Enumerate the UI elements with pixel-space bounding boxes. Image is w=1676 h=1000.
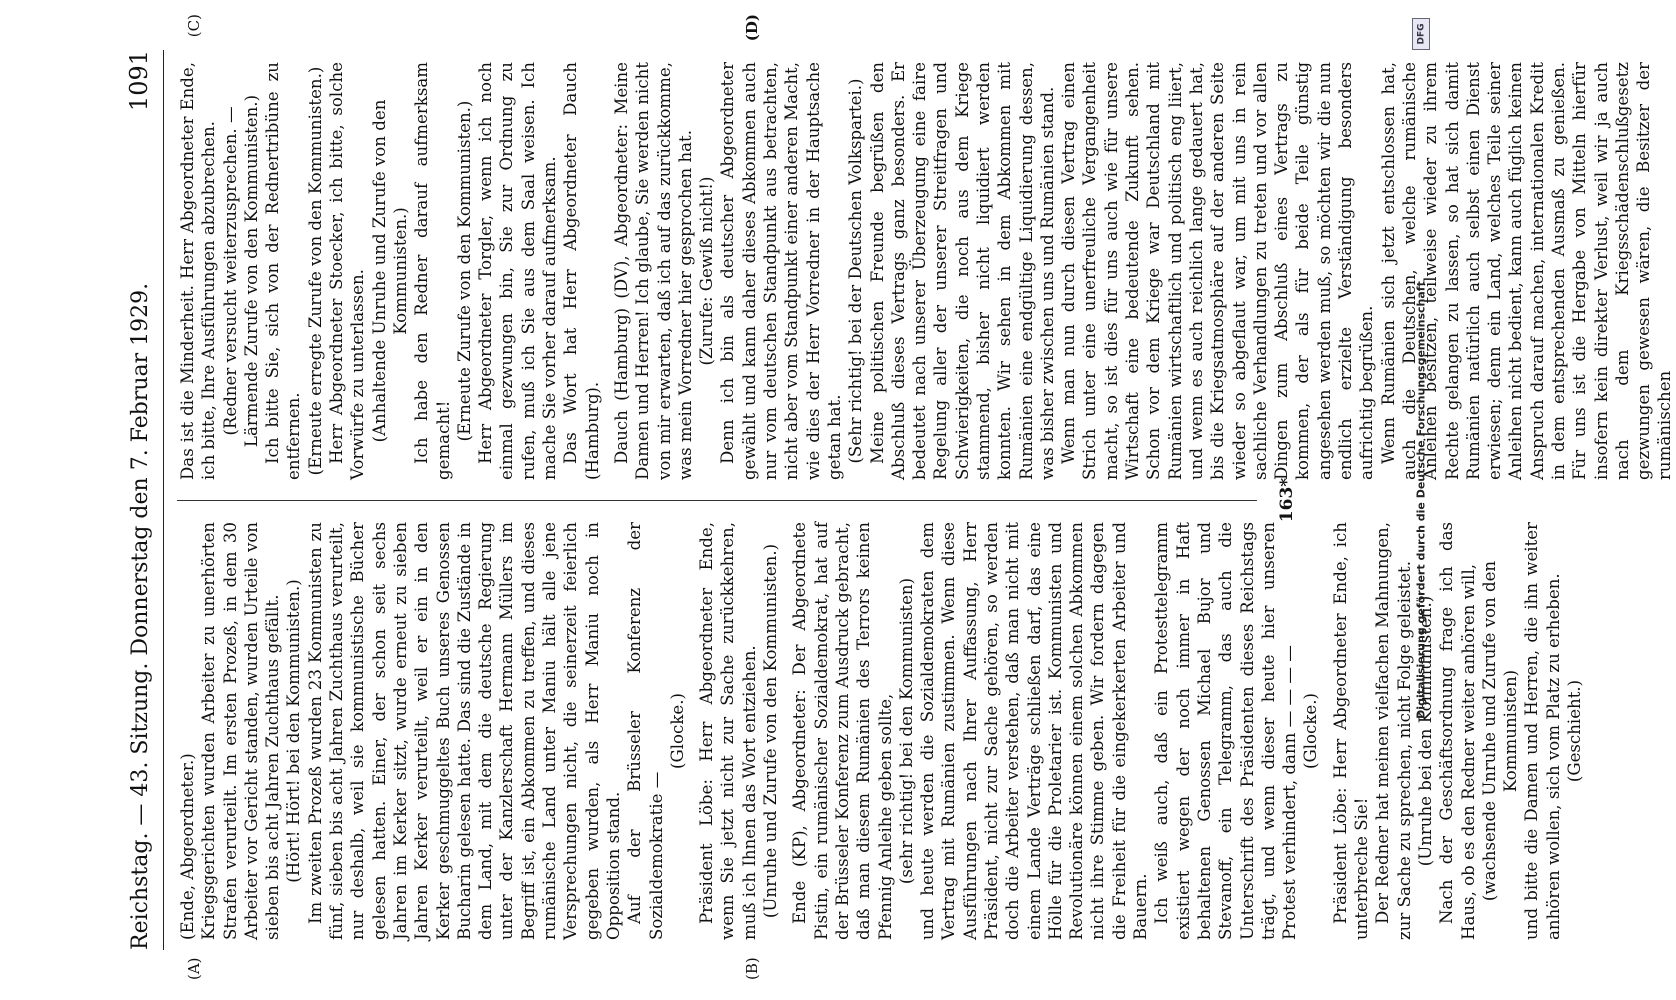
interjection: (Geschieht.) xyxy=(1565,679,1584,783)
paragraph: und bitte die Damen und Herren, die ihn weiter anhören wollen, sich vom Platz zu erheben. xyxy=(1522,522,1563,940)
folio-number: 163* xyxy=(1277,477,1297,523)
paragraph: Der Redner hat meinen vielfachen Mahnungen, zur Sache zu sprechen, nicht Folge geleistet. xyxy=(1373,522,1414,940)
paragraph: Herr Abgeordneter Stoecker, ich bitte, solche Vorwürfe zu unterlassen. xyxy=(327,62,368,480)
margin-mark-c: (C) xyxy=(185,14,203,38)
paragraph: Ich weiß auch, daß ein Protesttelegramm existiert wegen der noch immer in Haft behaltenen Genossen Michael Bujor und Stevanoff, ein Telegramm, das auch die Unterschrift des Präsidenten dieses Reichstags trägt, und wenn dieser heute hier unseren Protest verhindert, dann — — — — xyxy=(1152,522,1300,940)
paragraph: Ich habe den Redner darauf aufmerksam gemacht! xyxy=(412,62,453,480)
paragraph: Das Wort hat Herr Abgeordneter Dauch (Hamburg). xyxy=(561,62,602,480)
paragraph: Meine politischen Freunde begrüßen den Abschluß dieses Vertrags ganz besonders. Er bedeutet nach unserer Überzeugung eine faire Regelung aller der unserer Streitfragen und Schwierigkeiten, die noch aus dem Kriege stammend, bisher nicht liquidiert werden konnten. Wir sehen in dem Abkommen mit Rumänien eine endgültige Liquidierung dessen, was bisher zwischen uns und Rumänien stand. xyxy=(867,62,1057,480)
right-column xyxy=(177,62,1676,480)
paragraph: Denn ich bin als deutscher Abgeordneter gewählt und kann daher dieses Abkommen auch nur vom deutschen Standpunkt aus betrachten, nicht aber vom Standpunkt einer anderen Macht, wie dies der Herr Vorredner in der Hauptsache getan hat. xyxy=(718,62,844,480)
paragraph: Im zweiten Prozeß wurden 23 Kommunisten zu fünf, sieben bis acht Jahren Zuchthaus verurteilt, nur deshalb, weil sie kommunistische Bücher gelesen hatten. Einer, der schon seit sechs Jahren im Kerker sitzt, wurde erneut zu sieben Jahren Kerker verurteilt, weil er ein in den Kerker geschmuggeltes Buch unseres Genossen Bucharin gelesen hatte. Das sind die Zustände in dem Land, mit dem die deutsche Regierung unter der Kanzlerschaft Hermann Müllers im Begriff ist, ein Abkommen zu treffen, und dieses rumänische Land unter Maniu hält alle jene Versprechungen nicht, die seinerzeit feierlich gegeben wurden, als Herr Maniu noch in Opposition stand. xyxy=(305,522,623,940)
page-number: 1091 xyxy=(125,50,153,112)
interjection: (Redner versucht weiterzusprechen. — Lärmende Zurufe von den Kommunisten.) xyxy=(220,94,261,448)
paragraph: Herr Abgeordneter Torgler, wenn ich noch einmal gezwungen bin, Sie zur Ordnung zu rufen, muß ich Sie aus dem Saal weisen. Ich mache Sie vorher darauf aufmerksam. xyxy=(476,62,560,480)
watermark-text: Digitalisierung gefördert durch die Deutsche Forschungsgemeinschaft xyxy=(1414,281,1428,719)
speaker-paragraph: Präsident Löbe: Herr Abgeordneter Ende, ich unterbreche Sie! xyxy=(1330,522,1372,940)
interjection: (Unruhe bei den Kommunisten.) xyxy=(1415,595,1435,867)
dfg-logo-icon: DFG xyxy=(1412,18,1430,50)
left-column xyxy=(177,522,1585,940)
margin-mark-a: (A) xyxy=(185,957,203,980)
interjection: (Erneute erregte Zurufe von den Kommunisten.) xyxy=(305,66,325,476)
interjection: (Sehr richtig! bei der Deutschen Volkspartei.) xyxy=(846,78,866,464)
paragraph: (Ende, Abgeordneter.) xyxy=(178,753,197,940)
interjection: (Erneute Zurufe von den Kommunisten.) xyxy=(454,100,474,442)
speaker-paragraph: Präsident Löbe: Herr Abgeordneter Ende, wenn Sie jetzt nicht zur Sache zurückkehren, muß ich Ihnen das Wort entziehen. xyxy=(697,522,759,940)
speaker-paragraph: Ende (KP), Abgeordneter: Der Abgeordnete Pistin, ein rumänischer Sozialdemokrat, hat auf der Brüsseler Konferenz zum Ausdruck gebracht, daß man diesem Rumänien des Terrors keinen Pfennig Anleihe geben sollte, xyxy=(790,522,895,940)
paragraph: und heute werden die Sozialdemokraten dem Vertrag mit Rumänien zustimmen. Wenn diese Ausführungen nach Ihrer Auffassung, Herr Präsident, nicht zur Sache gehören, so werden doch die Arbeiter verstehen, daß man nicht mit einem Lande Verträge schließen darf, das eine Hölle für die Proletarier ist. Kommunisten und Revolutionäre können einem solchen Abkommen nicht ihre Stimme geben. Wir fordern dagegen die Freiheit für die eingekerkerten Arbeiter und Bauern. xyxy=(918,522,1151,940)
dfg-watermark xyxy=(1410,10,1432,990)
paragraph: Wenn Rumänien sich jetzt entschlossen hat, auch die Deutschen, welche rumänische Anleihen besitzen, teilweise wieder zu ihrem Rechte gelangen zu lassen, so hat sich damit Rumänien natürlich auch selbst einen Dienst erwiesen; denn ein Land, welches Teile seiner Anleihen nicht bedient, kann auch füglich keinen Anspruch darauf machen, internationalen Kredit in dem entsprechenden Ausmaß zu genießen. Für uns ist die Hergabe von Mitteln hierfür insofern kein direkter Verlust, weil wir ja auch nach dem Kriegsschädenschlußgesetz gezwungen gewesen wären, die Besitzer der rumänischen xyxy=(1378,62,1675,480)
interjection: (Zurufe: Gewiß nicht!) xyxy=(697,176,717,366)
paragraph: Nach der Geschäftsordnung frage ich das Haus, ob es den Redner weiter anhören will, xyxy=(1437,522,1478,940)
margin-mark-d: (D) xyxy=(743,14,761,42)
paragraph: Das ist die Minderheit. Herr Abgeordneter Ende, ich bitte, Ihre Ausführungen abzubrechen. xyxy=(178,62,219,480)
paragraph: Kriegsgerichten wurden Arbeiter zu unerhörten Strafen verurteilt. Im ersten Prozeß, in dem 30 Arbeiter vor Gericht standen, wurden Urteile von sieben bis acht Jahren Zuchthaus gefällt. xyxy=(199,522,283,940)
column-divider xyxy=(177,500,1257,501)
interjection: (Glocke.) xyxy=(1301,693,1321,769)
paragraph: Ich bitte Sie, sich von der Rednertribüne zu entfernen. xyxy=(263,62,304,480)
margin-mark-b: (B) xyxy=(743,957,761,980)
page-header xyxy=(125,50,164,950)
interjection: (wachsende Unruhe und Zurufe von den Kommunisten) xyxy=(1479,560,1521,902)
interjection: (Hört! Hört! bei den Kommunisten.) xyxy=(284,579,304,883)
interjection: (Glocke.) xyxy=(667,693,687,769)
paragraph: Auf der Brüsseler Konferenz der Sozialdemokratie — xyxy=(625,522,666,940)
running-title: Reichstag. — 43. Sitzung. Donnerstag den 7. Februar 1929. xyxy=(128,282,153,950)
paragraph: Wenn man nun durch diesen Vertrag einen Strich unter eine unerfreuliche Vergangenheit macht, so ist dies für uns auch wie für unsere Wirtschaft eine bedeutende Zukunft sehen. Schon vor dem Kriege war Deutschland mit Rumänien wirtschaftlich und politisch eng liiert, und wenn es auch reichlich lange gedauert hat, bis die Kriegsatmosphäre auf der anderen Seite wieder so abgeflaut war, um mit uns in rein sachliche Verhandlungen zu treten und vor allen Dingen zum Abschluß eines Vertrags zu kommen, der als für beide Teile günstig angesehen werden muß, so möchten wir die nun endlich erzielte Verständigung besonders aufrichtig begrüßen. xyxy=(1059,62,1377,480)
speaker-paragraph: Dauch (Hamburg) (DV), Abgeordneter: Meine Damen und Herren! Ich glaube, Sie werden nicht von mir erwarten, daß ich auf das zurückkomme, was mein Vorredner hier gesprochen hat. xyxy=(611,62,695,480)
interjection: (Anhaltende Unruhe und Zurufe von den Kommunisten.) xyxy=(369,99,410,443)
interjection: (sehr richtig! bei den Kommunisten) xyxy=(896,577,916,885)
interjection: (Unruhe und Zurufe von den Kommunisten.) xyxy=(761,543,781,919)
